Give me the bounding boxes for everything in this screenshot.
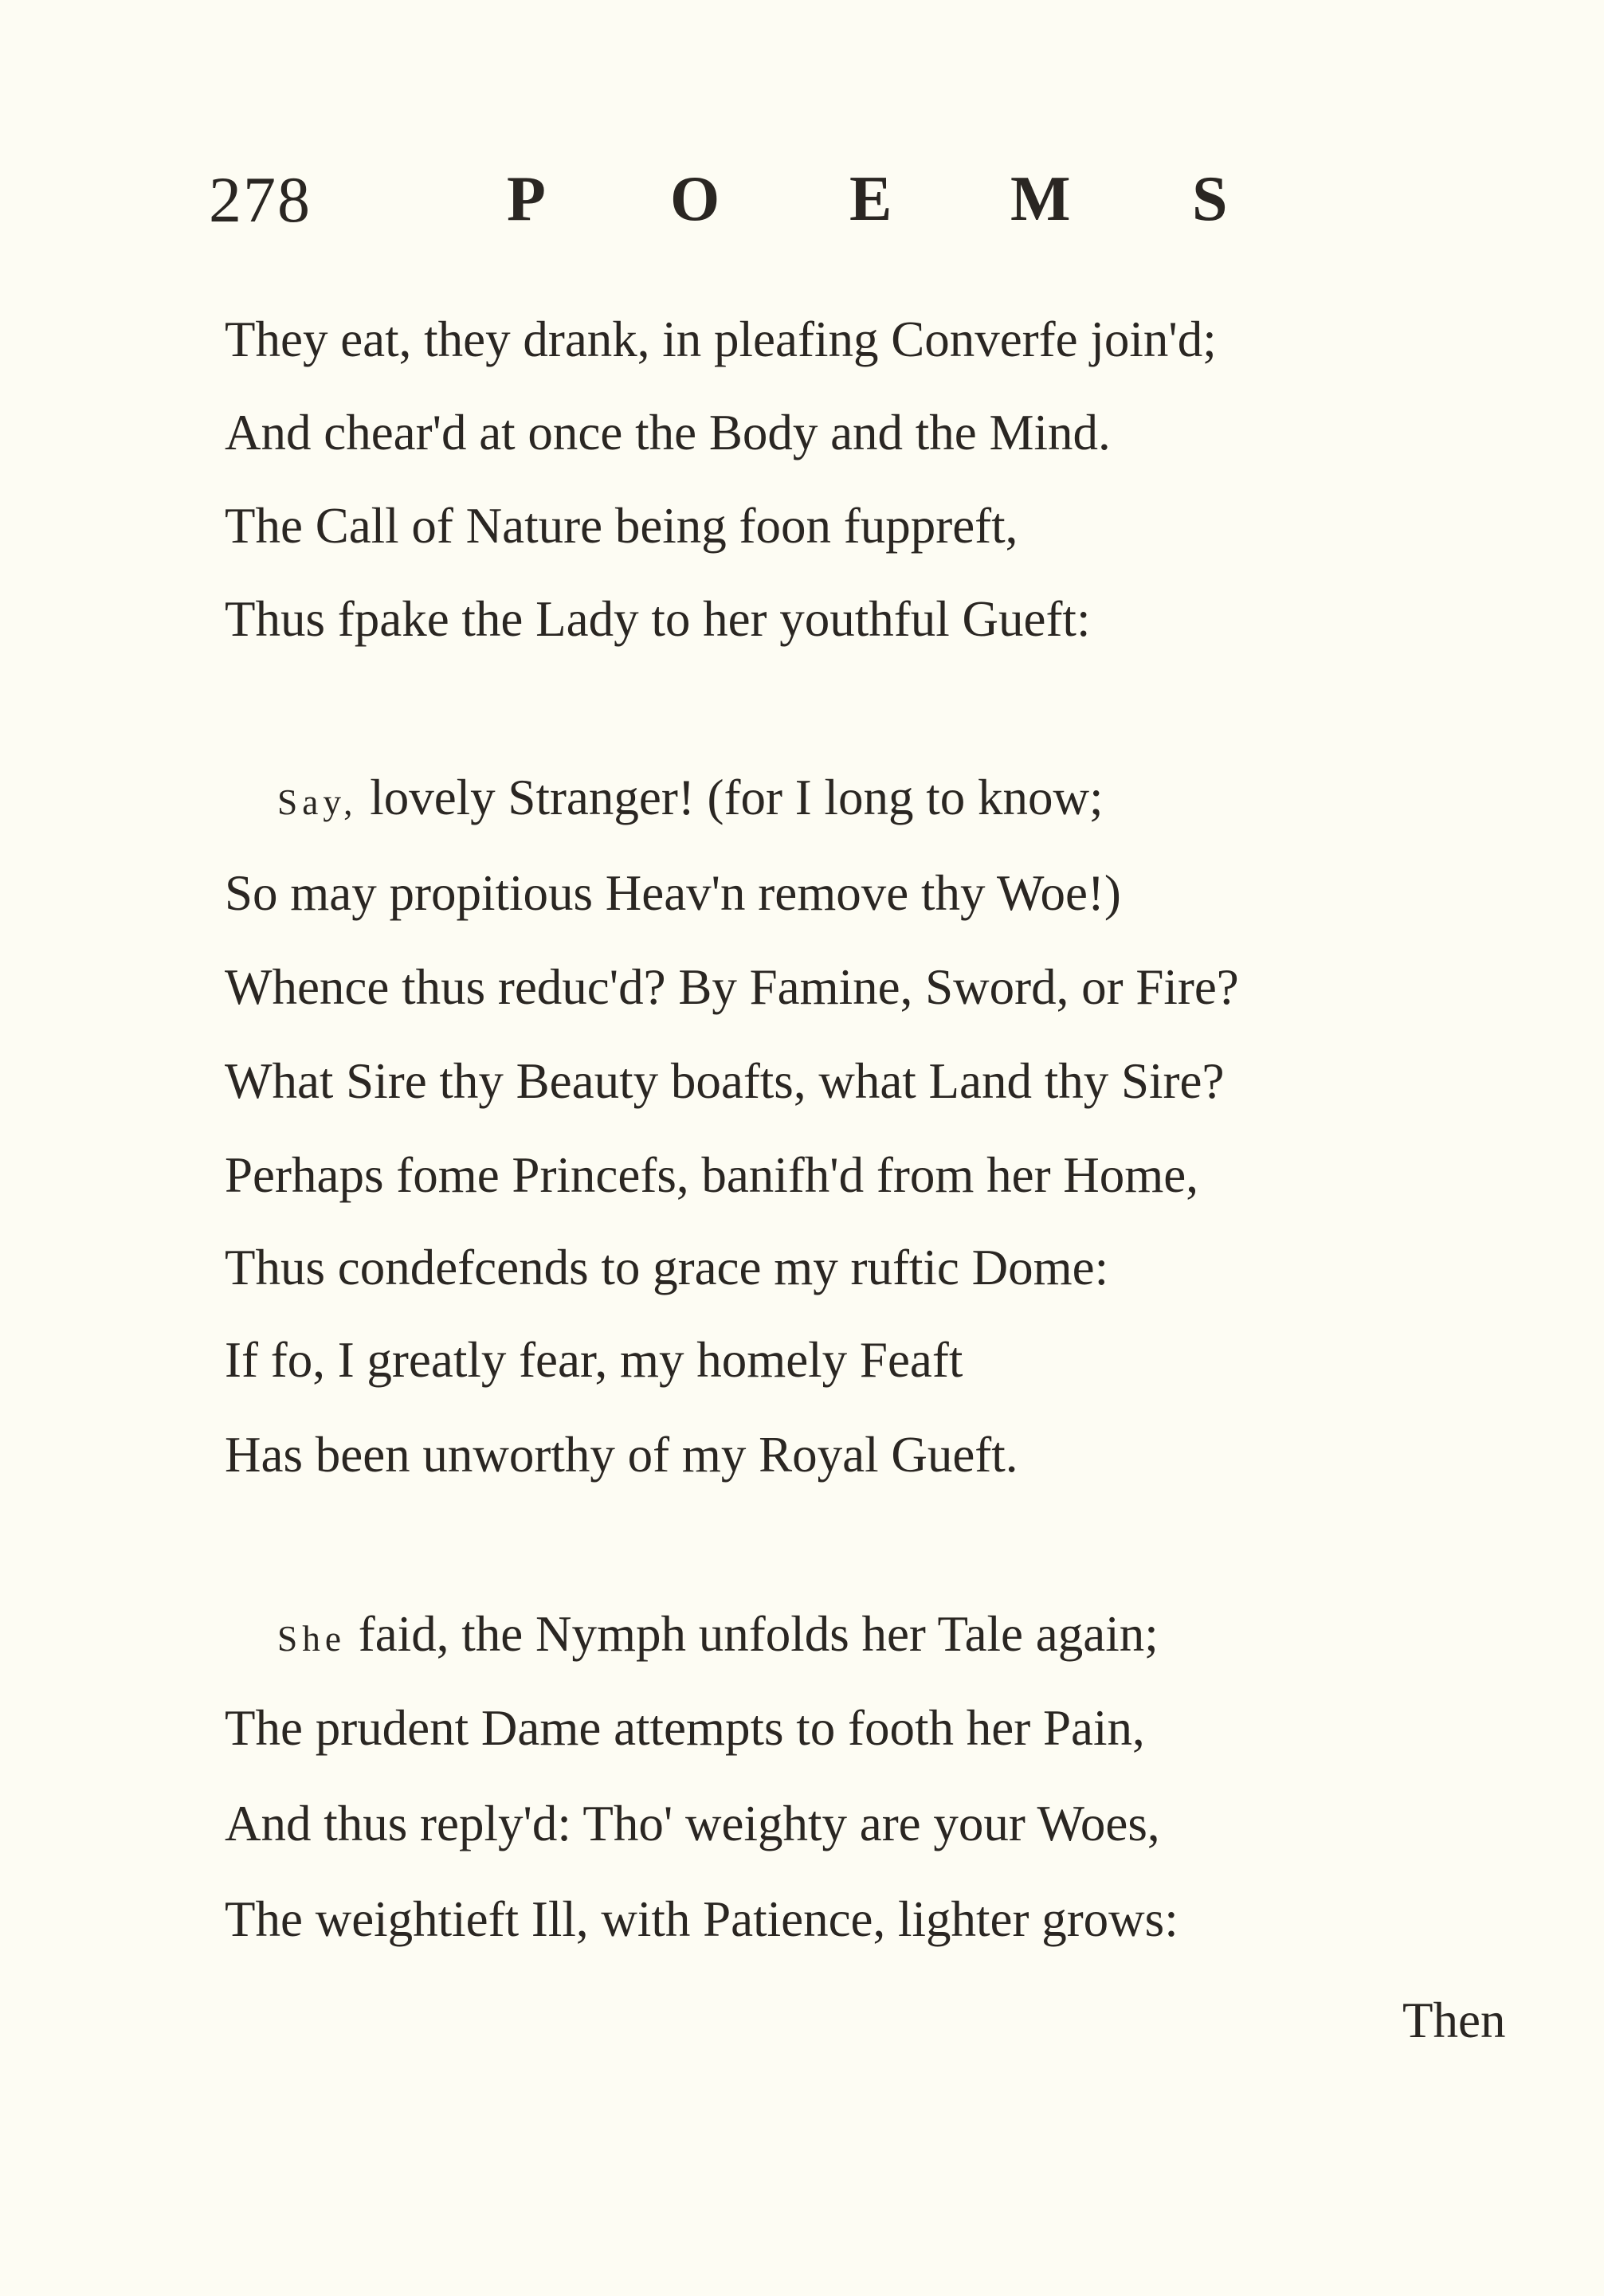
poem-line: So may propitious Heav'n remove thy Woe!) xyxy=(225,865,1121,921)
poem-line: If fo, I greatly fear, my homely Feaft xyxy=(225,1332,963,1388)
running-head-letter: E xyxy=(849,164,892,234)
poem-line-stanza-opening xyxy=(277,770,1104,825)
running-head-letter: S xyxy=(1192,164,1228,234)
poem-line: Whence thus reduc'd? By Famine, Sword, or Fire? xyxy=(225,959,1239,1015)
poem-line: And chear'd at once the Body and the Mind. xyxy=(225,405,1111,460)
running-head-letter: M xyxy=(1010,164,1071,234)
poem-line: The weightieft Ill, with Patience, lighter grows: xyxy=(225,1891,1178,1947)
poem-line: And thus reply'd: Tho' weighty are your Woes, xyxy=(225,1796,1160,1851)
poem-line-rest: lovely Stranger! (for I long to know; xyxy=(357,770,1104,825)
poem-line-rest: faid, the Nymph unfolds her Tale again; xyxy=(346,1606,1159,1662)
catchword: Then xyxy=(1402,1992,1506,2048)
poem-line: The Call of Nature being foon fuppreft, xyxy=(225,498,1018,554)
running-head-letter: P xyxy=(507,164,546,234)
poem-line: They eat, they drank, in pleafing Converfe join'd; xyxy=(225,311,1217,367)
poem-line: Perhaps fome Princefs, banifh'd from her Home, xyxy=(225,1147,1199,1203)
poem-line: Has been unworthy of my Royal Gueft. xyxy=(225,1427,1018,1483)
page-number: 278 xyxy=(209,163,312,236)
poem-line: The prudent Dame attempts to footh her Pain, xyxy=(225,1700,1145,1756)
poem-line: Thus fpake the Lady to her youthful Gueft: xyxy=(225,591,1091,647)
small-caps-opening-word: Say, xyxy=(277,782,358,822)
poem-line: Thus condefcends to grace my ruftic Dome: xyxy=(225,1240,1109,1295)
running-head-letter: O xyxy=(670,164,720,234)
poem-line-stanza-opening xyxy=(277,1606,1159,1662)
poem-line: What Sire thy Beauty boafts, what Land thy Sire? xyxy=(225,1053,1225,1109)
small-caps-opening-word: She xyxy=(277,1619,347,1659)
